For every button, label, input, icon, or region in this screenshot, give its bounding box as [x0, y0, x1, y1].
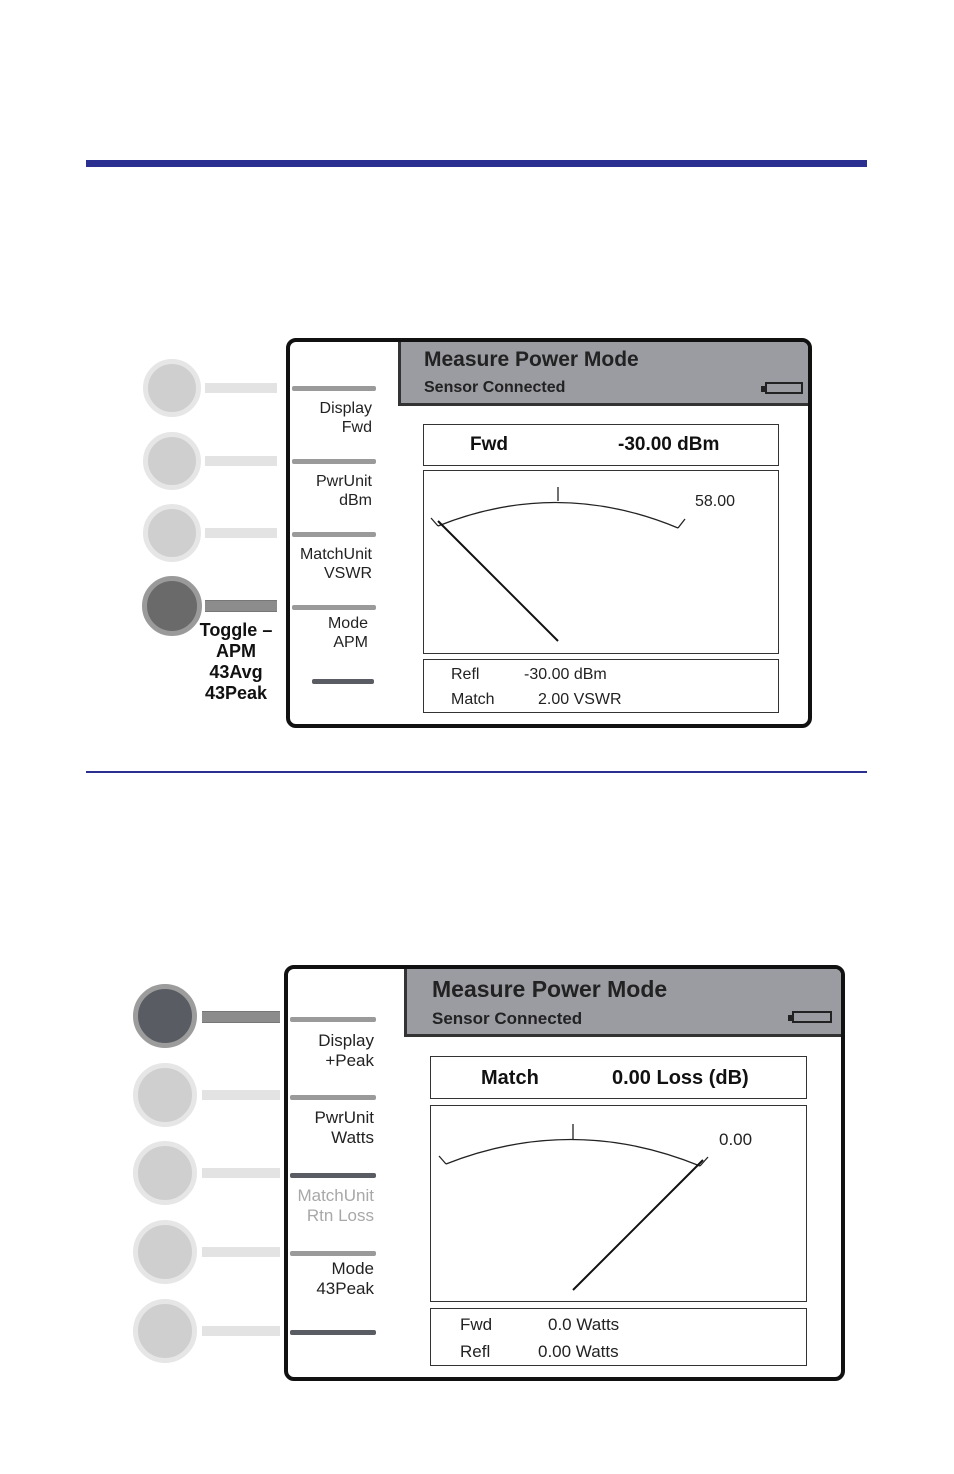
device-screen-2: [284, 965, 845, 1381]
toggle-callout: [190, 620, 282, 704]
softkey-divider-3: [290, 1173, 376, 1178]
section-rule: [86, 771, 867, 773]
softkey-divider-2: [290, 1095, 376, 1100]
row2-value: 0.00 Watts: [538, 1342, 619, 1361]
hw-softkey-2-connector: [202, 1090, 280, 1100]
softkey-divider-1: [290, 1017, 376, 1022]
screen-subtitle: Sensor Connected: [432, 1009, 583, 1028]
meter-arc: [446, 1139, 700, 1166]
hw-softkey-4-connector: [202, 1247, 280, 1257]
toggle-line-2: APM: [216, 641, 256, 661]
row2-label: Match: [451, 691, 495, 708]
hw-softkey-2[interactable]: [133, 1063, 197, 1127]
softkey-mode-line1: Mode: [331, 1259, 374, 1278]
softkey-mode-line1: Mode: [327, 615, 368, 632]
hw-softkey-3-connector: [205, 528, 277, 538]
softkey-matchunit-line1: MatchUnit: [297, 1186, 374, 1205]
row2-value: 2.00 VSWR: [538, 691, 622, 708]
meter-box: [430, 1105, 807, 1302]
hw-softkey-3[interactable]: [133, 1141, 197, 1205]
screen-subtitle: Sensor Connected: [424, 379, 566, 396]
screen-header: [398, 342, 812, 406]
softkey-divider-2: [292, 459, 376, 464]
softkey-display[interactable]: [292, 399, 372, 437]
readout-value: 0.00 Loss (dB): [612, 1067, 749, 1089]
softkey-pwrunit[interactable]: [290, 1108, 374, 1148]
softkey-divider-5: [312, 679, 374, 684]
softkey-display[interactable]: [290, 1031, 374, 1071]
row1-value: 0.0 Watts: [548, 1315, 620, 1334]
hw-softkey-5-connector: [202, 1326, 280, 1336]
readout-box: [423, 424, 779, 466]
softkey-display-line1: Display: [319, 400, 372, 417]
readout-label: Fwd: [470, 434, 508, 455]
hw-softkey-1-connector: [205, 383, 277, 393]
info-box: [423, 659, 779, 713]
softkey-divider-3: [292, 532, 376, 537]
screen-header: [404, 969, 845, 1037]
row1-label: Fwd: [460, 1315, 493, 1334]
softkey-matchunit[interactable]: [292, 545, 372, 583]
hw-softkey-5[interactable]: [133, 1299, 197, 1363]
meter-left-tick: [439, 1156, 446, 1164]
battery-icon: [792, 1011, 832, 1023]
softkey-mode-line2: APM: [333, 634, 368, 651]
hw-softkey-4-connector: [205, 600, 277, 612]
screen-title: Measure Power Mode: [424, 348, 639, 371]
meter-left-tick: [431, 518, 438, 526]
toggle-line-3: 43Avg: [209, 662, 263, 682]
meter-right-tick: [678, 519, 685, 528]
softkey-display-line2: Fwd: [341, 419, 372, 436]
hw-softkey-2[interactable]: [143, 432, 201, 490]
top-rule: [86, 160, 867, 167]
row2-label: Refl: [460, 1342, 491, 1361]
hw-softkey-4[interactable]: [133, 1220, 197, 1284]
softkey-divider-5: [290, 1330, 376, 1335]
softkey-divider-1: [292, 386, 376, 391]
softkey-matchunit-disabled[interactable]: [290, 1186, 374, 1226]
softkey-mode[interactable]: [290, 1259, 374, 1299]
softkey-matchunit-line1: MatchUnit: [299, 546, 372, 563]
meter-needle: [438, 521, 558, 641]
softkey-pwrunit-line1: PwrUnit: [315, 473, 372, 490]
softkey-mode-line2: 43Peak: [316, 1279, 374, 1298]
softkey-display-line2: +Peak: [325, 1051, 374, 1070]
softkey-mode[interactable]: [292, 614, 368, 652]
meter-max-label: 0.00: [719, 1130, 753, 1149]
softkey-divider-4: [292, 605, 376, 610]
softkey-matchunit-line2: Rtn Loss: [306, 1206, 374, 1225]
hw-softkey-1[interactable]: [143, 359, 201, 417]
readout-value: -30.00 dBm: [618, 434, 720, 455]
softkey-divider-4: [290, 1251, 376, 1256]
device-screen-1: [286, 338, 812, 728]
hw-softkey-1-pressed[interactable]: [133, 984, 197, 1048]
readout-label: Match: [481, 1067, 539, 1089]
readout-box: [430, 1056, 807, 1099]
hw-softkey-1-connector: [202, 1011, 280, 1023]
meter-max-label: 58.00: [695, 493, 736, 510]
softkey-pwrunit[interactable]: [292, 472, 372, 510]
softkey-pwrunit-line2: Watts: [331, 1128, 374, 1147]
row1-label: Refl: [451, 666, 480, 683]
toggle-line-1: Toggle –: [199, 620, 273, 640]
hw-softkey-2-connector: [205, 456, 277, 466]
battery-icon: [765, 382, 803, 394]
hw-softkey-3-connector: [202, 1168, 280, 1178]
meter-needle: [573, 1160, 703, 1290]
softkey-matchunit-line2: VSWR: [324, 565, 372, 582]
info-box: [430, 1308, 807, 1366]
screen-title: Measure Power Mode: [432, 976, 668, 1002]
hw-softkey-3[interactable]: [143, 504, 201, 562]
toggle-line-4: 43Peak: [204, 683, 268, 703]
softkey-display-line1: Display: [318, 1031, 374, 1050]
meter-box: [423, 470, 779, 654]
meter-arc: [438, 502, 678, 528]
softkey-pwrunit-line2: dBm: [339, 492, 372, 509]
softkey-pwrunit-line1: PwrUnit: [314, 1108, 374, 1127]
row1-value: -30.00 dBm: [524, 666, 607, 683]
